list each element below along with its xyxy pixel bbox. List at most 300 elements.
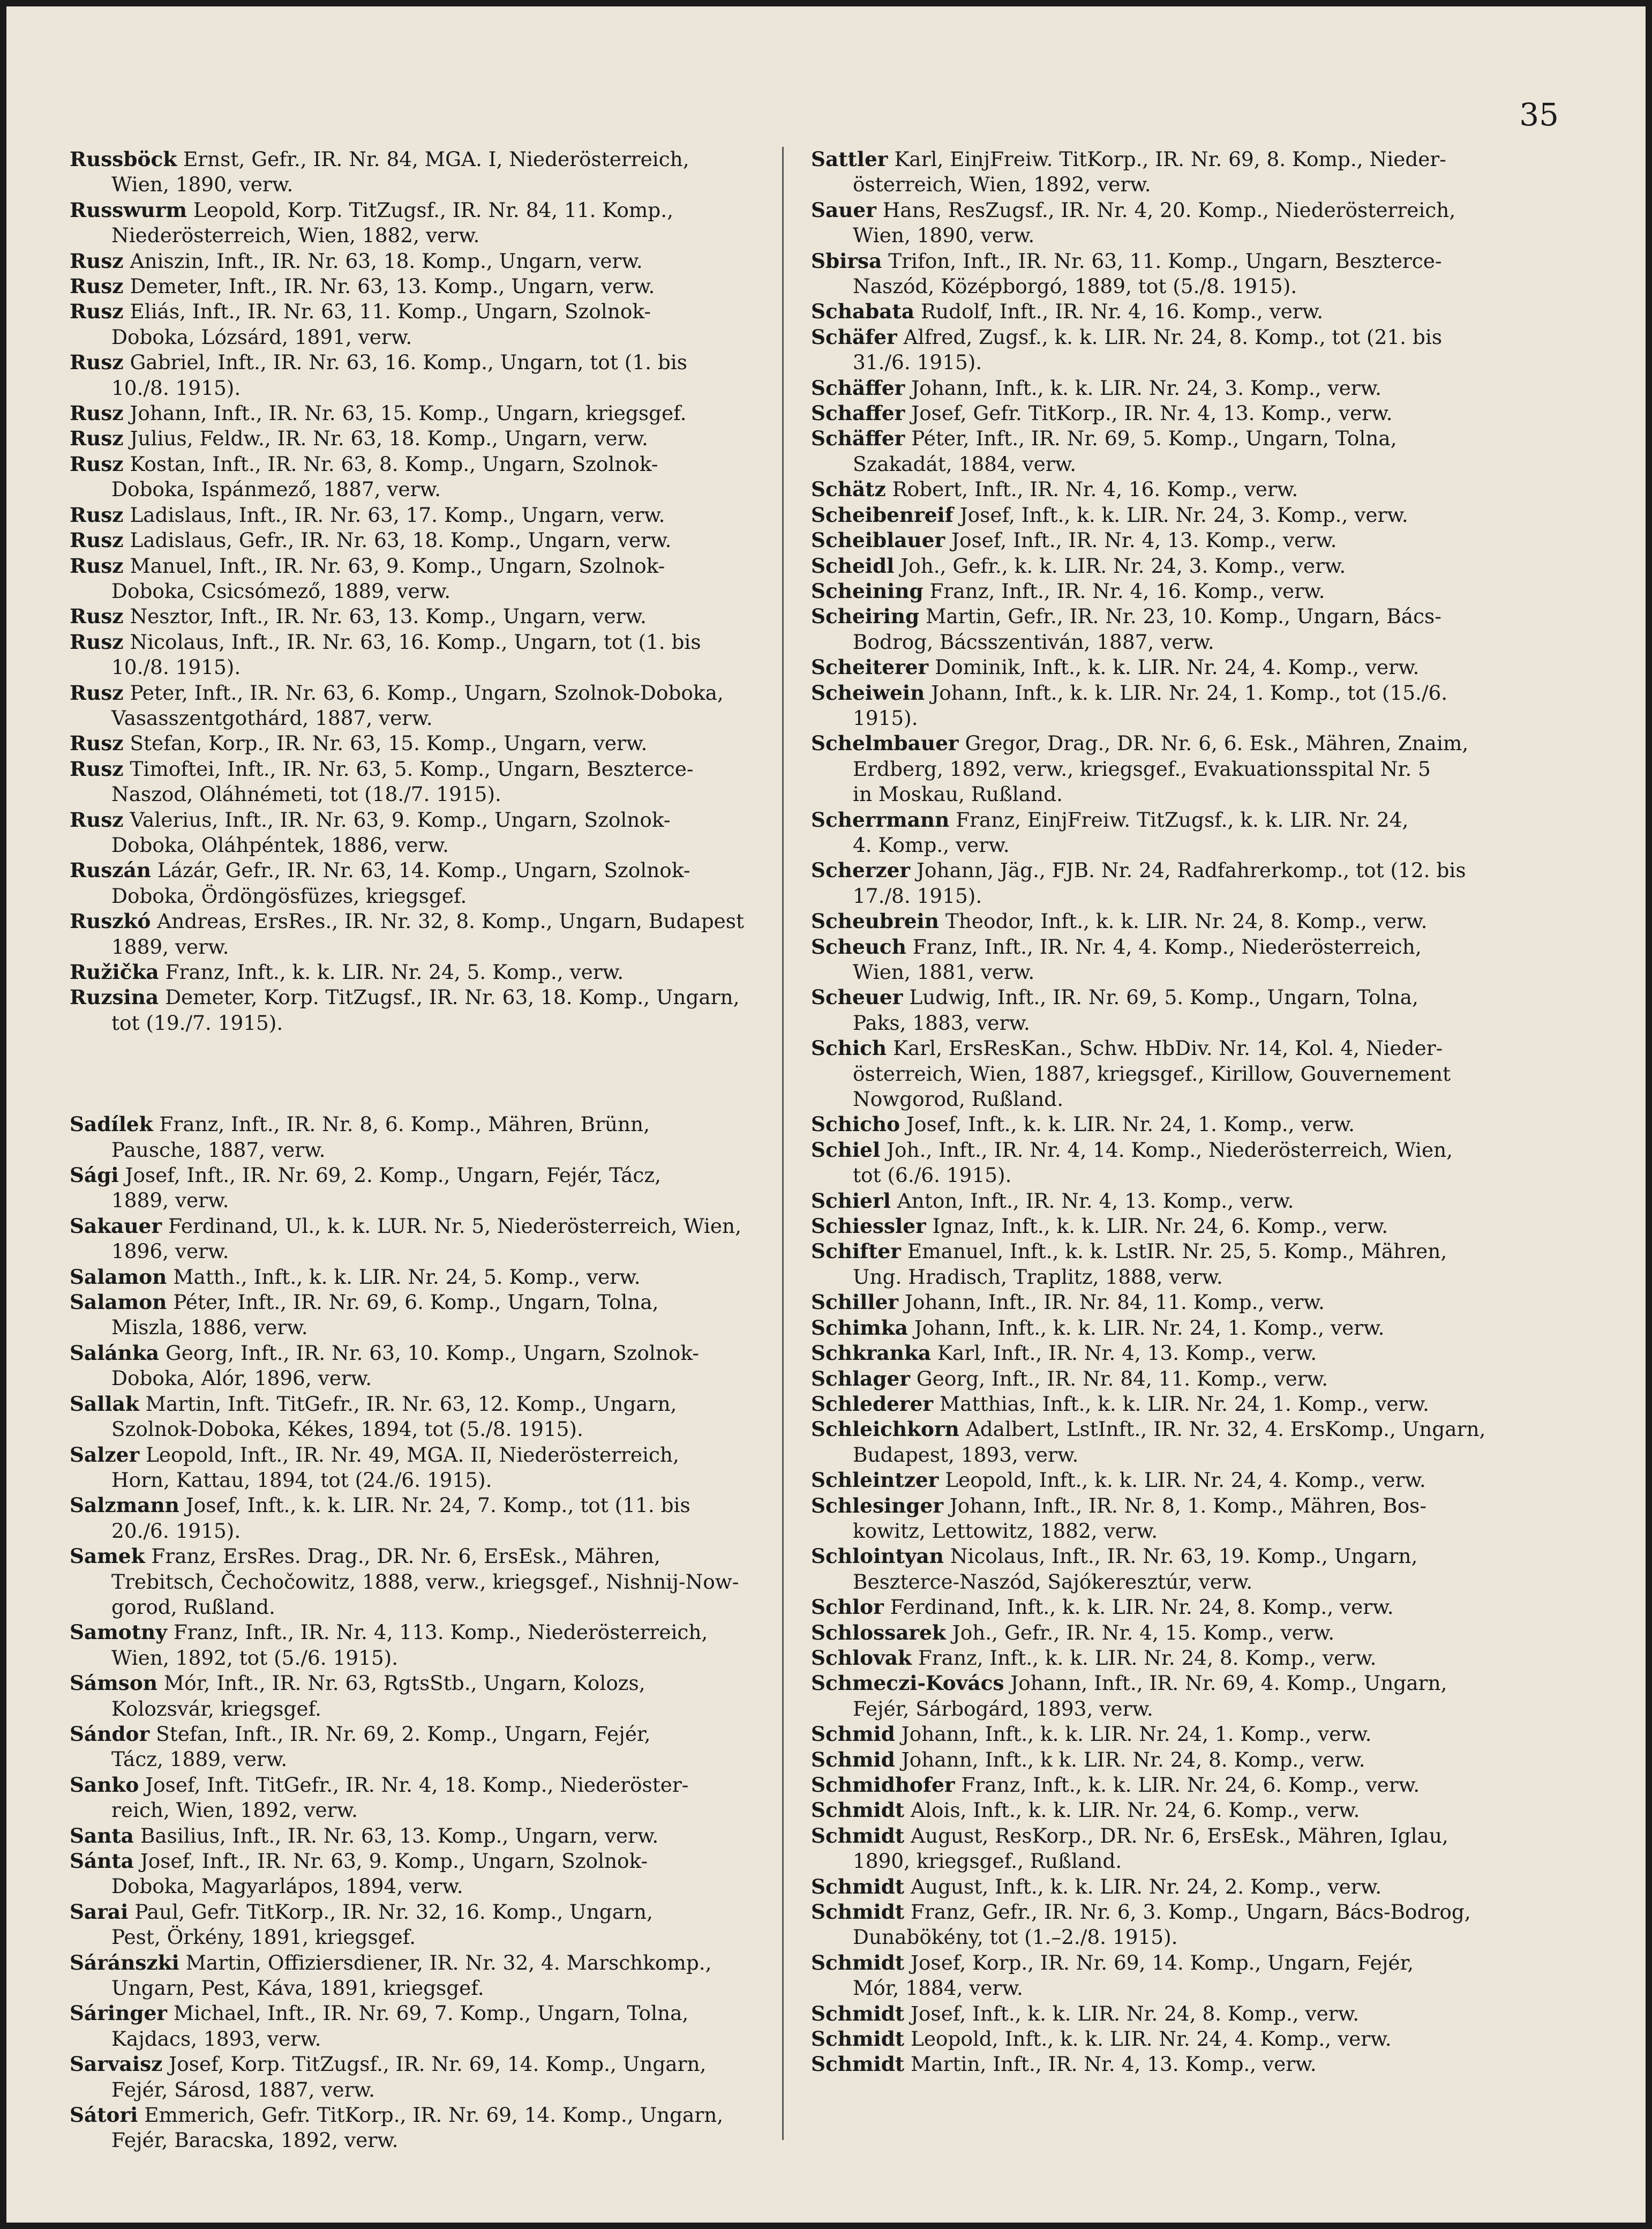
entry-surname: Scheuer [811,985,903,1009]
list-entry [811,579,1498,604]
list-entry [811,1366,1498,1392]
list-entry [70,1849,762,1899]
entry-details: Lázár, Gefr., IR. Nr. 63, 14. Komp., Ungarn, Szolnok- [157,858,690,882]
entry-details: Timoftei, Inft., IR. Nr. 63, 5. Komp., Ungarn, Beszterce- [130,757,694,781]
list-entry [811,655,1498,680]
entry-continuation: Wien, 1890, verw. [111,173,294,197]
entry-continuation: Doboka, Magyarlápos, 1894, verw. [111,1874,463,1898]
entry-details: Matthias, Inft., k. k. LIR. Nr. 24, 1. Komp., verw. [939,1392,1429,1416]
list-entry [70,1620,762,1671]
list-entry [70,731,762,756]
entry-details: Ernst, Gefr., IR. Nr. 84, MGA. I, Niederösterreich, [183,147,689,171]
list-entry [811,1798,1498,1823]
entry-continuation: Ung. Hradisch, Traplitz, 1888, verw. [853,1265,1223,1289]
entry-continuation: Paks, 1883, verw. [853,1011,1030,1035]
entry-details: Rudolf, Inft., IR. Nr. 4, 16. Komp., verw. [920,300,1324,324]
entry-surname: Rusz [70,249,124,273]
entry-continuation: Wien, 1881, verw. [853,960,1035,984]
entry-surname: Russwurm [70,198,187,222]
entry-surname: Schiel [811,1138,881,1162]
entry-details: Johann, Inft., IR. Nr. 69, 4. Komp., Ungarn, [1010,1671,1447,1695]
left-column [70,147,762,2153]
entry-surname: Samek [70,1544,145,1568]
entry-continuation: Miszla, 1886, verw. [111,1315,308,1340]
list-entry [70,1899,762,1950]
list-entry [70,1950,762,2001]
entry-details: Ferdinand, Inft., k. k. LIR. Nr. 24, 8. Komp., verw. [890,1595,1394,1619]
entry-details: Franz, Inft., k. k. LIR. Nr. 24, 6. Komp., verw. [961,1773,1420,1797]
entry-details: Nicolaus, Inft., IR. Nr. 63, 19. Komp., Ungarn, [950,1544,1418,1568]
entry-continuation: Naszod, Oláhnémeti, tot (18./7. 1915). [111,782,501,806]
entry-surname: Rusz [70,427,124,451]
entry-continuation: Doboka, Ispánmező, 1887, verw. [111,477,441,502]
entry-surname: Schkranka [811,1341,932,1365]
page [6,6,1646,2223]
list-entry [70,528,762,553]
list-entry [70,909,762,960]
list-entry [811,528,1498,553]
entry-details: Georg, Inft., IR. Nr. 63, 10. Komp., Ungarn, Szolnok- [165,1341,700,1365]
list-entry [70,1442,762,1493]
entry-surname: Schiller [811,1290,899,1314]
entry-details: Dominik, Inft., k. k. LIR. Nr. 24, 4. Komp., verw. [935,655,1420,679]
entry-details: August, ResKorp., DR. Nr. 6, ErsEsk., Mähren, Iglau, [911,1823,1448,1847]
list-entry [70,1163,762,1214]
entry-details: Franz, EinjFreiw. TitZugsf., k. k. LIR. Nr. 24, [956,807,1409,832]
entry-details: Michael, Inft., IR. Nr. 69, 7. Komp., Ungarn, Tolna, [173,2001,689,2025]
list-entry [70,1722,762,1772]
list-entry [811,1392,1498,1417]
entry-continuation: österreich, Wien, 1892, verw. [853,173,1151,197]
entry-continuation: Szakadát, 1884, verw. [853,452,1077,476]
entry-details: Franz, Gefr., IR. Nr. 6, 3. Komp., Ungarn, Bács-Bodrog, [911,1900,1471,1924]
list-entry [811,325,1498,376]
entry-continuation: Bodrog, Bácsszentiván, 1887, verw. [853,630,1214,654]
entry-surname: Schicho [811,1112,900,1136]
list-entry [70,299,762,350]
list-entry [811,401,1498,426]
entry-details: Stefan, Inft., IR. Nr. 69, 2. Komp., Ungarn, Fejér, [156,1722,651,1746]
list-entry [70,401,762,426]
entry-surname: Salamon [70,1265,167,1289]
list-entry [70,2001,762,2052]
entry-surname: Rusz [70,680,124,705]
entry-details: Adalbert, LstInft., IR. Nr. 32, 4. ErsKomp., Ungarn, [965,1417,1486,1441]
list-entry [811,1315,1498,1341]
entry-surname: Schmidt [811,2052,905,2076]
list-entry [70,630,762,680]
list-entry [811,1645,1498,1671]
list-entry [811,1188,1498,1214]
entry-details: August, Inft., k. k. LIR. Nr. 24, 2. Komp., verw. [911,1874,1382,1898]
entry-continuation: Fejér, Sárosd, 1887, verw. [111,2077,375,2101]
entry-surname: Schierl [811,1188,891,1213]
entry-surname: Schlovak [811,1645,912,1670]
entry-details: Martin, Gefr., IR. Nr. 23, 10. Komp., Ungarn, Bács- [926,604,1441,629]
list-entry [70,503,762,528]
list-entry [811,1214,1498,1239]
entry-continuation: 1889, verw. [111,1188,229,1213]
entry-continuation: Beszterce-Naszód, Sajókeresztúr, verw. [853,1569,1253,1594]
entry-continuation: Niederösterreich, Wien, 1882, verw. [111,223,480,248]
entry-surname: Rusz [70,452,124,476]
entry-details: Karl, ErsResKan., Schw. HbDiv. Nr. 14, Kol. 4, Nieder- [893,1036,1443,1060]
entry-surname: Schlager [811,1366,911,1390]
entry-surname: Salamon [70,1290,167,1314]
entry-continuation: 4. Komp., verw. [853,833,1010,857]
entry-surname: Sadílek [70,1112,153,1136]
entry-details: Johann, Jäg., FJB. Nr. 24, Radfahrerkomp., tot (12. bis [917,858,1466,882]
list-entry [811,2001,1498,2026]
entry-details: Robert, Inft., IR. Nr. 4, 16. Komp., verw. [892,477,1298,502]
list-entry [70,1493,762,1544]
entry-details: Franz, Inft., IR. Nr. 8, 6. Komp., Mähren, Brünn, [159,1112,650,1136]
entry-details: Martin, Inft. TitGefr., IR. Nr. 63, 12. Komp., Ungarn, [145,1392,677,1416]
entry-surname: Rusz [70,731,124,756]
entry-surname: Schmidt [811,1950,905,1974]
list-entry [811,1772,1498,1798]
entry-details: Josef, Inft., k. k. LIR. Nr. 24, 7. Komp., tot (11. bis [185,1493,690,1517]
entry-details: Josef, Korp., IR. Nr. 69, 14. Komp., Ungarn, Fejér, [911,1950,1414,1974]
right-column [811,147,1498,2077]
column-divider [782,147,784,2140]
entry-surname: Sáránszki [70,1950,179,1974]
entry-surname: Schmid [811,1722,895,1746]
entry-surname: Ruzsina [70,985,159,1009]
entry-surname: Scheubrein [811,909,939,933]
entry-surname: Rusz [70,604,124,629]
entry-surname: Santa [70,1823,134,1847]
entry-surname: Sbirsa [811,249,882,273]
entry-surname: Scheiblauer [811,528,945,552]
list-entry [811,376,1498,401]
entry-details: Matth., Inft., k. k. LIR. Nr. 24, 5. Komp., verw. [173,1265,641,1289]
entry-details: Johann, Inft., k. k. LIR. Nr. 24, 1. Komp., verw. [901,1722,1372,1746]
entry-surname: Rusz [70,401,124,425]
entry-surname: Scheiwein [811,680,925,705]
entry-details: Nesztor, Inft., IR. Nr. 63, 13. Komp., Ungarn, verw. [130,604,647,629]
entry-details: Gabriel, Inft., IR. Nr. 63, 16. Komp., Ungarn, tot (1. bis [130,350,687,375]
entry-details: Johann, Inft., IR. Nr. 8, 1. Komp., Mähren, Bos- [949,1493,1426,1517]
entry-continuation: Kajdacs, 1893, verw. [111,2026,321,2051]
entry-details: Franz, Inft., IR. Nr. 4, 113. Komp., Niederösterreich, [173,1620,708,1644]
entry-continuation: Vasasszentgothárd, 1887, verw. [111,706,433,730]
list-entry [70,1290,762,1341]
entry-continuation: Szolnok-Doboka, Kékes, 1894, tot (5./8. 1915). [111,1417,583,1441]
entry-surname: Schelmbauer [811,731,959,756]
list-entry [70,147,762,198]
entry-surname: Schlointyan [811,1544,944,1568]
list-entry [811,858,1498,909]
list-entry [811,2052,1498,2077]
entry-details: Peter, Inft., IR. Nr. 63, 6. Komp., Ungarn, Szolnok-Doboka, [130,680,724,705]
entry-continuation: Wien, 1892, tot (5./6. 1915). [111,1645,399,1670]
list-entry [811,1138,1498,1188]
entry-details: Franz, Inft., IR. Nr. 4, 16. Komp., verw. [929,579,1325,603]
list-entry [811,1620,1498,1645]
entry-continuation: 31./6. 1915). [853,350,982,375]
entry-surname: Rusz [70,274,124,298]
entry-surname: Sarai [70,1899,129,1924]
list-entry [811,1595,1498,1620]
entry-surname: Schabata [811,300,915,324]
entry-surname: Schätz [811,477,886,502]
entry-details: Josef, Inft. TitGefr., IR. Nr. 4, 18. Komp., Niederöster- [145,1772,689,1797]
entry-details: Martin, Inft., IR. Nr. 4, 13. Komp., verw. [911,2052,1317,2076]
entry-surname: Ruszán [70,858,151,882]
entry-surname: Schiessler [811,1214,926,1238]
page-number: 35 [1519,96,1559,133]
entry-details: Theodor, Inft., k. k. LIR. Nr. 24, 8. Komp., verw. [945,909,1428,933]
entry-details: Péter, Inft., IR. Nr. 69, 5. Komp., Ungarn, Tolna, [911,427,1397,451]
entry-details: Johann, Inft., k. k. LIR. Nr. 24, 1. Komp., tot (15./6. [931,680,1448,705]
list-entry [811,503,1498,528]
list-entry [70,1823,762,1849]
entry-continuation: 17./8. 1915). [853,884,982,908]
list-entry [811,1722,1498,1747]
entry-continuation: gorod, Rußland. [111,1595,275,1619]
entry-surname: Sarvaisz [70,2052,163,2076]
entry-details: Franz, Inft., k. k. LIR. Nr. 24, 8. Komp., verw. [918,1645,1377,1670]
list-entry [811,147,1498,198]
entry-details: Valerius, Inft., IR. Nr. 63, 9. Komp., Ungarn, Szolnok- [130,807,671,832]
entry-surname: Schmidt [811,1823,905,1847]
entry-details: Gregor, Drag., DR. Nr. 6, 6. Esk., Mähren, Znaim, [965,731,1469,756]
entry-details: Paul, Gefr. TitKorp., IR. Nr. 32, 16. Komp., Ungarn, [134,1899,653,1924]
entry-continuation: 10./8. 1915). [111,376,241,400]
entry-details: Martin, Offiziersdiener, IR. Nr. 32, 4. Marschkomp., [185,1950,712,1974]
list-entry [811,1341,1498,1366]
list-entry [811,1239,1498,1290]
entry-continuation: Tácz, 1889, verw. [111,1747,288,1771]
entry-surname: Scheiterer [811,655,929,679]
list-entry [811,426,1498,477]
entry-surname: Rusz [70,630,124,654]
entry-details: Johann, Inft., k. k. LIR. Nr. 24, 3. Komp., verw. [911,376,1382,400]
list-entry [70,680,762,731]
list-entry [70,452,762,503]
entry-details: Johann, Inft., k. k. LIR. Nr. 24, 1. Komp., verw. [914,1315,1385,1340]
entry-surname: Sallak [70,1392,139,1416]
entry-surname: Scheibenreif [811,503,953,527]
entry-continuation: 10./8. 1915). [111,655,241,679]
entry-surname: Salzmann [70,1493,179,1517]
list-entry [811,477,1498,502]
entry-surname: Scherrmann [811,807,950,832]
list-entry [70,604,762,629]
entry-surname: Sáringer [70,2001,167,2025]
entry-continuation: 1890, kriegsgef., Rußland. [853,1849,1122,1873]
entry-continuation: kowitz, Lettowitz, 1882, verw. [853,1519,1158,1543]
list-entry [811,807,1498,858]
entry-details: Stefan, Korp., IR. Nr. 63, 15. Komp., Ungarn, verw. [130,731,648,756]
entry-surname: Salzer [70,1442,140,1467]
entry-surname: Sanko [70,1772,139,1797]
entry-details: Ferdinand, Ul., k. k. LUR. Nr. 5, Niederösterreich, Wien, [168,1214,741,1238]
entry-surname: Russböck [70,147,177,171]
entry-continuation: 1915). [853,706,918,730]
entry-details: Eliás, Inft., IR. Nr. 63, 11. Komp., Ungarn, Szolnok- [130,300,651,324]
entry-details: Franz, ErsRes. Drag., DR. Nr. 6, ErsEsk., Mähren, [151,1544,660,1568]
entry-surname: Schmidhofer [811,1773,955,1797]
entry-details: Josef, Inft., k. k. LIR. Nr. 24, 8. Komp., verw. [911,2001,1360,2025]
list-entry [811,1290,1498,1315]
entry-continuation: Pest, Örkény, 1891, kriegsgef. [111,1925,416,1949]
list-entry [811,731,1498,807]
entry-continuation: Mór, 1884, verw. [853,1976,1023,2000]
entry-continuation: Fejér, Baracska, 1892, verw. [111,2128,399,2152]
entry-continuation: Horn, Kattau, 1894, tot (24./6. 1915). [111,1468,492,1492]
section-gap [70,1036,762,1112]
entry-details: Johann, Inft., k k. LIR. Nr. 24, 8. Komp., verw. [901,1747,1365,1771]
entry-surname: Rusz [70,757,124,781]
entry-continuation: Nowgorod, Rußland. [853,1087,1064,1111]
entry-surname: Rusz [70,350,124,375]
entry-details: Leopold, Korp. TitZugsf., IR. Nr. 84, 11. Komp., [193,198,674,222]
entry-continuation: Doboka, Oláhpéntek, 1886, verw. [111,833,449,857]
entry-details: Georg, Inft., IR. Nr. 84, 11. Komp., verw. [916,1366,1328,1390]
entry-details: Julius, Feldw., IR. Nr. 63, 18. Komp., Ungarn, verw. [130,427,648,451]
entry-details: Manuel, Inft., IR. Nr. 63, 9. Komp., Ungarn, Szolnok- [130,553,665,578]
list-entry [811,934,1498,985]
list-entry [70,1671,762,1722]
entry-surname: Scheiring [811,604,920,629]
entry-continuation: Wien, 1890, verw. [853,223,1035,248]
entry-surname: Rusz [70,528,124,552]
entry-details: Karl, Inft., IR. Nr. 4, 13. Komp., verw. [937,1341,1317,1365]
entry-details: Ladislaus, Gefr., IR. Nr. 63, 18. Komp., Ungarn, verw. [130,528,672,552]
entry-continuation: Trebitsch, Čechočowitz, 1888, verw., kriegsgef., Nishnij-Now- [111,1569,739,1594]
entry-details: Anton, Inft., IR. Nr. 4, 13. Komp., verw. [897,1188,1294,1213]
entry-surname: Sakauer [70,1214,162,1238]
list-entry [70,1112,762,1163]
entry-details: Andreas, ErsRes., IR. Nr. 32, 8. Komp., Ungarn, Budapest [157,909,744,933]
entry-continuation: in Moskau, Rußland. [853,782,1063,806]
entry-details: Emmerich, Gefr. TitKorp., IR. Nr. 69, 14. Komp., Ungarn, [144,2103,724,2127]
entry-details: Joh., Gefr., k. k. LIR. Nr. 24, 3. Komp., verw. [900,553,1346,578]
entry-surname: Sátori [70,2103,138,2127]
list-entry [811,1747,1498,1772]
entry-surname: Rusz [70,553,124,578]
entry-details: Leopold, Inft., IR. Nr. 49, MGA. II, Niederösterreich, [146,1442,679,1467]
entry-surname: Sánta [70,1849,134,1873]
entry-details: Kostan, Inft., IR. Nr. 63, 8. Komp., Ungarn, Szolnok- [130,452,658,476]
list-entry [811,1874,1498,1899]
entry-details: Trifon, Inft., IR. Nr. 63, 11. Komp., Ungarn, Beszterce- [888,249,1442,273]
list-entry [70,198,762,249]
list-entry [70,1214,762,1265]
list-entry [811,1417,1498,1468]
entry-details: Ludwig, Inft., IR. Nr. 69, 5. Komp., Ungarn, Tolna, [909,985,1418,1009]
entry-surname: Schlor [811,1595,884,1619]
list-entry [70,1772,762,1823]
entry-details: Alfred, Zugsf., k. k. LIR. Nr. 24, 8. Komp., tot (21. bis [903,325,1443,349]
entry-surname: Schimka [811,1315,908,1340]
entry-surname: Schmidt [811,1874,905,1898]
entry-surname: Ruszkó [70,909,151,933]
entry-surname: Rusz [70,503,124,527]
entry-surname: Scherzer [811,858,911,882]
entry-surname: Sauer [811,198,876,222]
list-entry [70,1341,762,1392]
entry-continuation: Doboka, Ördöngösfüzes, kriegsgef. [111,884,467,908]
list-entry [70,1392,762,1442]
entry-details: Franz, Inft., k. k. LIR. Nr. 24, 5. Komp., verw. [165,960,624,984]
list-entry [811,604,1498,655]
list-entry [811,1112,1498,1137]
entry-surname: Ružička [70,960,159,984]
entry-surname: Salánka [70,1341,159,1365]
entry-surname: Sámson [70,1671,157,1695]
entry-surname: Scheidl [811,553,895,578]
list-entry [70,2103,762,2153]
list-entry [70,807,762,858]
entry-details: Demeter, Korp. TitZugsf., IR. Nr. 63, 18. Komp., Ungarn, [165,985,740,1009]
entry-continuation: 1889, verw. [111,934,229,959]
entry-details: Joh., Inft., IR. Nr. 4, 14. Komp., Niederösterreich, Wien, [887,1138,1453,1162]
list-entry [811,1950,1498,2001]
entry-details: Ignaz, Inft., k. k. LIR. Nr. 24, 6. Komp., verw. [932,1214,1388,1238]
entry-surname: Rusz [70,300,124,324]
list-entry [70,1544,762,1620]
list-entry [70,985,762,1036]
list-entry [811,299,1498,324]
entry-details: Franz, Inft., IR. Nr. 4, 4. Komp., Niederösterreich, [912,934,1422,959]
entry-details: Hans, ResZugsf., IR. Nr. 4, 20. Komp., Niederösterreich, [882,198,1456,222]
entry-details: Josef, Gefr. TitKorp., IR. Nr. 4, 13. Komp., verw. [911,401,1393,425]
entry-surname: Samotny [70,1620,167,1644]
list-entry [811,1671,1498,1722]
entry-details: Leopold, Inft., k. k. LIR. Nr. 24, 4. Komp., verw. [945,1468,1426,1492]
entry-details: Leopold, Inft., k. k. LIR. Nr. 24, 4. Komp., verw. [911,2027,1392,2051]
entry-details: Mór, Inft., IR. Nr. 63, RgtsStb., Ungarn, Kolozs, [163,1671,645,1695]
entry-surname: Sági [70,1163,119,1187]
entry-surname: Schaffer [811,401,905,425]
list-entry [811,198,1498,249]
entry-continuation: reich, Wien, 1892, verw. [111,1798,358,1822]
entry-continuation: Doboka, Lózsárd, 1891, verw. [111,325,412,349]
entry-details: Joh., Gefr., IR. Nr. 4, 15. Komp., verw. [952,1620,1335,1644]
entry-continuation: tot (6./6. 1915). [853,1163,1012,1187]
entry-details: Nicolaus, Inft., IR. Nr. 63, 16. Komp., Ungarn, tot (1. bis [130,630,701,654]
entry-continuation: Doboka, Csicsómező, 1889, verw. [111,579,451,603]
entry-surname: Schlederer [811,1392,934,1416]
entry-details: Josef, Korp. TitZugsf., IR. Nr. 69, 14. Komp., Ungarn, [169,2052,707,2076]
entry-surname: Schich [811,1036,887,1060]
entry-details: Demeter, Inft., IR. Nr. 63, 13. Komp., Ungarn, verw. [130,274,655,298]
entry-surname: Schmidt [811,1798,905,1822]
list-entry [811,985,1498,1036]
entry-details: Karl, EinjFreiw. TitKorp., IR. Nr. 69, 8. Komp., Nieder- [894,147,1446,171]
list-entry [811,249,1498,300]
entry-details: Péter, Inft., IR. Nr. 69, 6. Komp., Ungarn, Tolna, [173,1290,659,1314]
entry-surname: Schleintzer [811,1468,939,1492]
list-entry [70,960,762,985]
entry-surname: Schmeczi-Kovács [811,1671,1004,1695]
entry-continuation: Doboka, Alór, 1896, verw. [111,1366,372,1390]
entry-surname: Schmidt [811,1900,905,1924]
list-entry [811,1493,1498,1544]
list-entry [811,1544,1498,1595]
list-entry [811,1468,1498,1493]
entry-surname: Schmid [811,1747,895,1771]
list-entry [811,2026,1498,2052]
entry-continuation: 20./6. 1915). [111,1519,241,1543]
list-entry [70,274,762,299]
entry-continuation: Kolozsvár, kriegsgef. [111,1696,321,1721]
entry-continuation: Erdberg, 1892, verw., kriegsgef., Evakuationsspital Nr. 5 [853,757,1431,781]
entry-details: Ladislaus, Inft., IR. Nr. 63, 17. Komp., Ungarn, verw. [130,503,665,527]
